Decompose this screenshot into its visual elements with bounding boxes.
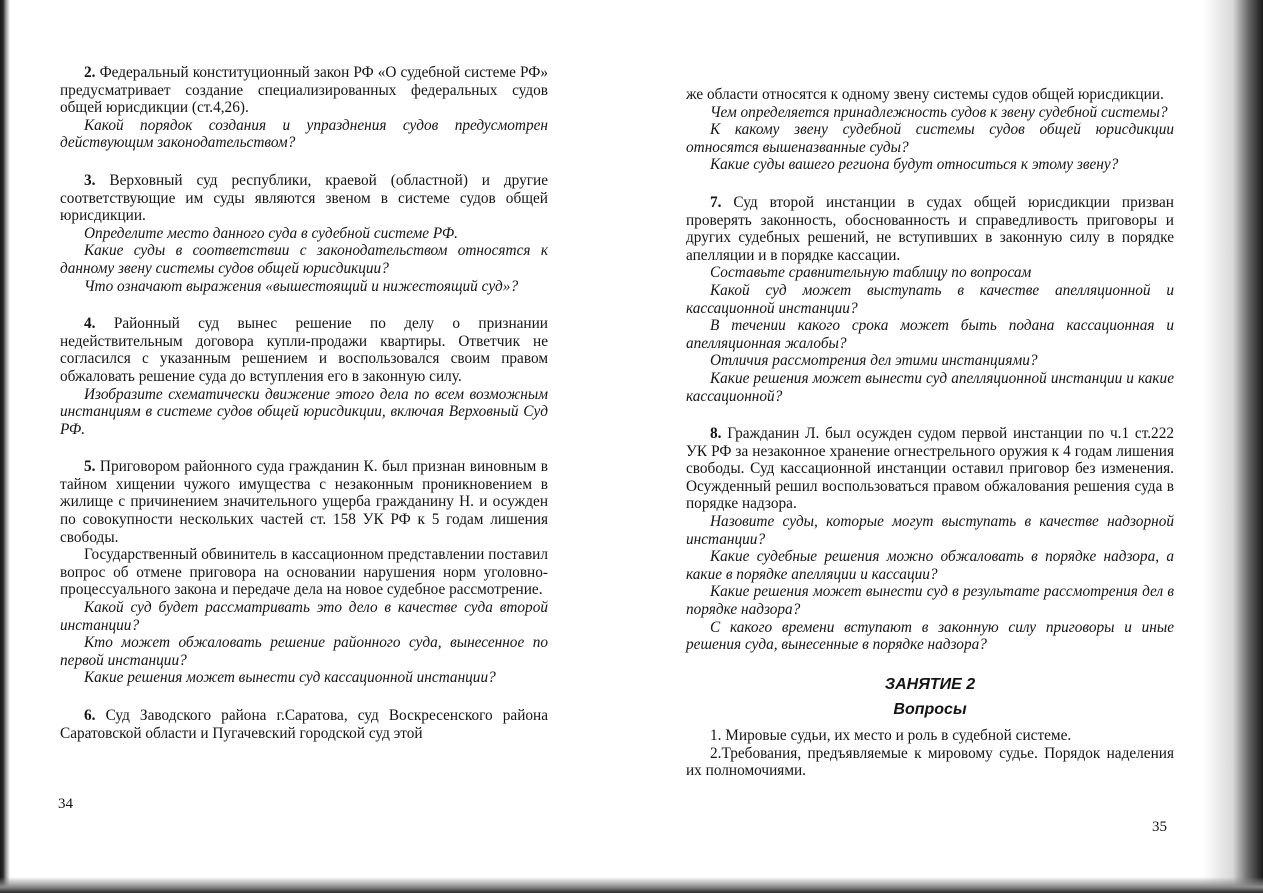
task-6-text — [60, 707, 548, 742]
lesson-item: 1. Мировые судьи, их место и роль в судебной системе. — [710, 727, 1072, 744]
task-3 — [60, 172, 548, 295]
task-8-text — [686, 425, 1174, 513]
task-6 — [60, 707, 548, 742]
task-body: Приговором районного суда гражданин К. был признан виновным в тайном хищении чужого имущества с незаконным проникновением в жилище с причинением значительного ущерба гражданину Н. и осужден по совокупности нескольких частей ст. 158 УК РФ к 5 годам лишения свободы. — [60, 458, 548, 546]
question: К какому звену судебной системы судов общей юрисдикции относятся вышеназванные суды? — [686, 121, 1174, 156]
task-8 — [686, 425, 1174, 654]
task-number: 6. — [84, 707, 96, 724]
task-7 — [686, 194, 1174, 405]
question: Кто может обжаловать решение районного суда, вынесенное по первой инстанции? — [60, 634, 548, 669]
question: Какие судебные решения можно обжаловать в порядке надзора, а какие в порядке апелляции и кассации? — [686, 548, 1174, 583]
question: Что означают выражения «вышестоящий и нижестоящий суд»? — [84, 277, 519, 295]
task-5 — [60, 458, 548, 687]
question: В течении какого срока может быть подана кассационная и апелляционная жалобы? — [686, 317, 1174, 352]
task-6-continued — [686, 86, 1174, 174]
question: Какой суд будет рассматривать это дело в качестве суда второй инстанции? — [60, 599, 548, 634]
task-4 — [60, 315, 548, 438]
task-3-text — [60, 172, 548, 225]
scan-edge-right — [1203, 0, 1263, 893]
left-page — [60, 64, 548, 762]
page-number-left: 34 — [58, 796, 73, 812]
question: Какие решения может вынести суд кассационной инстанции? — [84, 669, 496, 687]
task-number: 8. — [710, 425, 722, 443]
task-6-cont-text: же области относятся к одному звену системы судов общей юрисдикции. — [686, 86, 1164, 103]
question: Чем определяется принадлежность судов к звену судебной системы? — [710, 103, 1168, 121]
question: Какой порядок создания и упразднения судов предусмотрен действующим законодательством? — [60, 116, 548, 152]
task-number: 5. — [84, 458, 96, 476]
task-2-text — [60, 64, 548, 117]
task-body: Суд второй инстанции в судах общей юрисдикции призван проверять законность, обоснованность и справедливость приговоры и других судебных решений, не вступивших в законную силу в порядке апелляции и в порядке кассации. — [686, 193, 1174, 264]
question: Изобразите схематически движение этого дела по всем возможным инстанциям в системе судов общей юрисдикции, включая Верховный Суд РФ. — [60, 385, 548, 438]
scan-edge-bottom — [0, 877, 1263, 893]
task-4-text — [60, 315, 548, 385]
task-body: Гражданин Л. был осужден судом первой инстанции по ч.1 ст.222 УК РФ за незаконное хранение огнестрельного оружия к 4 годам лишения свободы. Суд кассационной инстанции оставил приговор без изменения. Осужденный решил воспользоваться правом обжалования решения суда в порядке надзора. — [686, 425, 1174, 513]
question: Какие суды вашего региона будут относиться к этому звену? — [710, 156, 1119, 174]
task-5-text-2: Государственный обвинитель в кассационном представлении поставил вопрос об отмене приговора на основании нарушения норм уголовно-процессуального закона и передаче дела на новое судебное рассмотрение. — [60, 546, 548, 599]
question: Какие решения может вынести суд в результате рассмотрения дел в порядке надзора? — [686, 583, 1174, 619]
task-body: Федеральный конституционный закон РФ «О судебной системе РФ» предусматривает создание специализированных федеральных судов общей юрисдикции (ст.4,26). — [60, 64, 548, 117]
right-page — [686, 86, 1174, 780]
question: Определите место данного суда в судебной системе РФ. — [84, 224, 458, 242]
question: Назовите суды, которые могут выступать в качестве надзорной инстанции? — [686, 513, 1174, 548]
question: Отличия рассмотрения дел этими инстанциями? — [710, 352, 1038, 370]
task-number: 7. — [710, 193, 722, 211]
task-number: 2. — [84, 64, 96, 81]
page-number-right: 35 — [1152, 819, 1167, 835]
question: С какого времени вступают в законную силу приговоры и иные решения суда, вынесенные в порядке надзора? — [686, 618, 1174, 654]
scan-edge-left — [0, 0, 10, 893]
question: Какие решения может вынести суд апелляционной инстанции и какие кассационной? — [686, 369, 1174, 405]
task-body: Верховный суд республики, краевой (областной) и другие соответствующие им суды являются звеном в системе судов общей юрисдикции. — [60, 171, 549, 225]
question: Какой суд может выступать в качестве апелляционной и кассационной инстанции? — [686, 281, 1174, 317]
task-number: 3. — [84, 171, 96, 189]
task-body: Суд Заводского района г.Саратова, суд Воскресенского района Саратовской области и Пугачевский городской суд этой — [60, 707, 549, 742]
task-2 — [60, 64, 548, 152]
question: Составьте сравнительную таблицу по вопросам — [710, 264, 1032, 282]
task-7-text — [686, 194, 1174, 264]
lesson-item: 2.Требования, предъявляемые к мировому судье. Порядок наделения их полномочиями. — [686, 744, 1174, 780]
lesson-subtitle: Вопросы — [893, 701, 967, 719]
task-body: Районный суд вынес решение по делу о признании недействительным договора купли-продажи квартиры. Ответчик не согласился с указанным решением и воспользовался своим правом обжаловать решение суда до вступления его в законную силу. — [60, 315, 548, 385]
task-5-text — [60, 458, 548, 546]
question: Какие суды в соответствии с законодательством относятся к данному звену системы судов общей юрисдикции? — [60, 242, 548, 277]
lesson-title: ЗАНЯТИЕ 2 — [884, 675, 976, 693]
task-number: 4. — [84, 315, 96, 333]
